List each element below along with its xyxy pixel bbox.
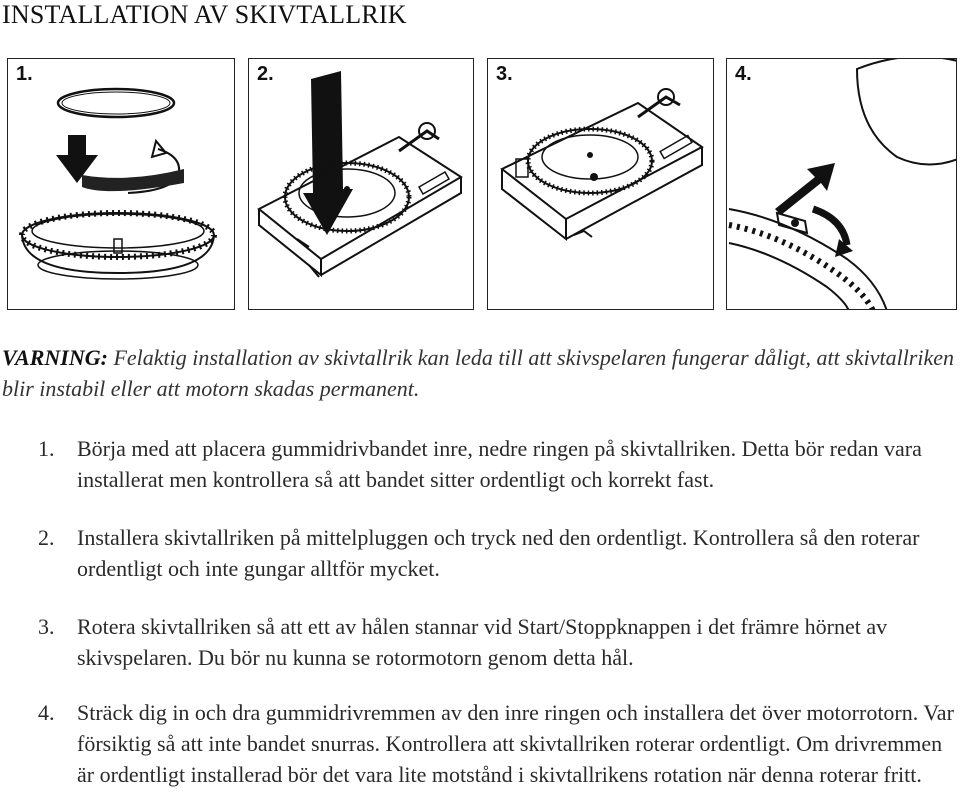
step-2 [38,522,956,584]
step-text: Installera skivtallriken på mittelpluggen och tryck ned den ordentligt. Kontrollera så den roterar ordentligt och inte gungar alltför mycket. [77,525,920,581]
belt-and-platter-install-illustration [8,59,235,310]
step-4 [38,697,956,790]
rotate-platter-illustration [488,59,714,310]
page-title: INSTALLATION AV SKIVTALLRIK [2,0,407,29]
figure-number: 2. [257,63,274,85]
figure-panel-3 [487,58,714,310]
figure-number: 1. [16,63,33,85]
step-number: 2. [38,525,55,550]
step-number: 4. [38,700,55,725]
figure-panel-1 [7,58,235,310]
figure-panel-2 [248,58,474,310]
step-number: 3. [38,614,55,639]
warning-paragraph [2,342,957,404]
figure-panel-4 [726,58,957,310]
step-text: Börja med att placera gummidrivbandet inre, nedre ringen på skivtallriken. Detta bör redan vara installerat men kontrollera så att bandet sitter ordentligt och korrekt fast. [77,436,922,492]
stretch-belt-to-motor-illustration [727,59,957,310]
figure-number: 4. [735,63,752,85]
step-3 [38,611,956,673]
step-1 [38,433,956,495]
warning-label: VARNING: [2,345,108,370]
warning-text: Felaktig installation av skivtallrik kan leda till att skivspelaren fungerar dåligt, att skivtallriken blir instabil eller att motorn skadas permanent. [2,345,955,401]
step-text: Rotera skivtallriken så att ett av hålen stannar vid Start/Stoppknappen i det främre hörnet av skivspelaren. Du bör nu kunna se rotormotorn genom detta hål. [77,614,888,670]
step-number: 1. [38,436,55,461]
figure-number: 3. [496,63,513,85]
step-text: Sträck dig in och dra gummidrivremmen av den inre ringen och installera det över motorrotorn. Var försiktig så att inte bandet snurras. Kontrollera att skivtallriken roterar ordentligt. Om drivremmen är ordentligt installerad bör det vara lite motstånd i skivtallrikens rotation när denna roterar fritt. [77,700,954,787]
press-platter-down-illustration [249,59,474,310]
